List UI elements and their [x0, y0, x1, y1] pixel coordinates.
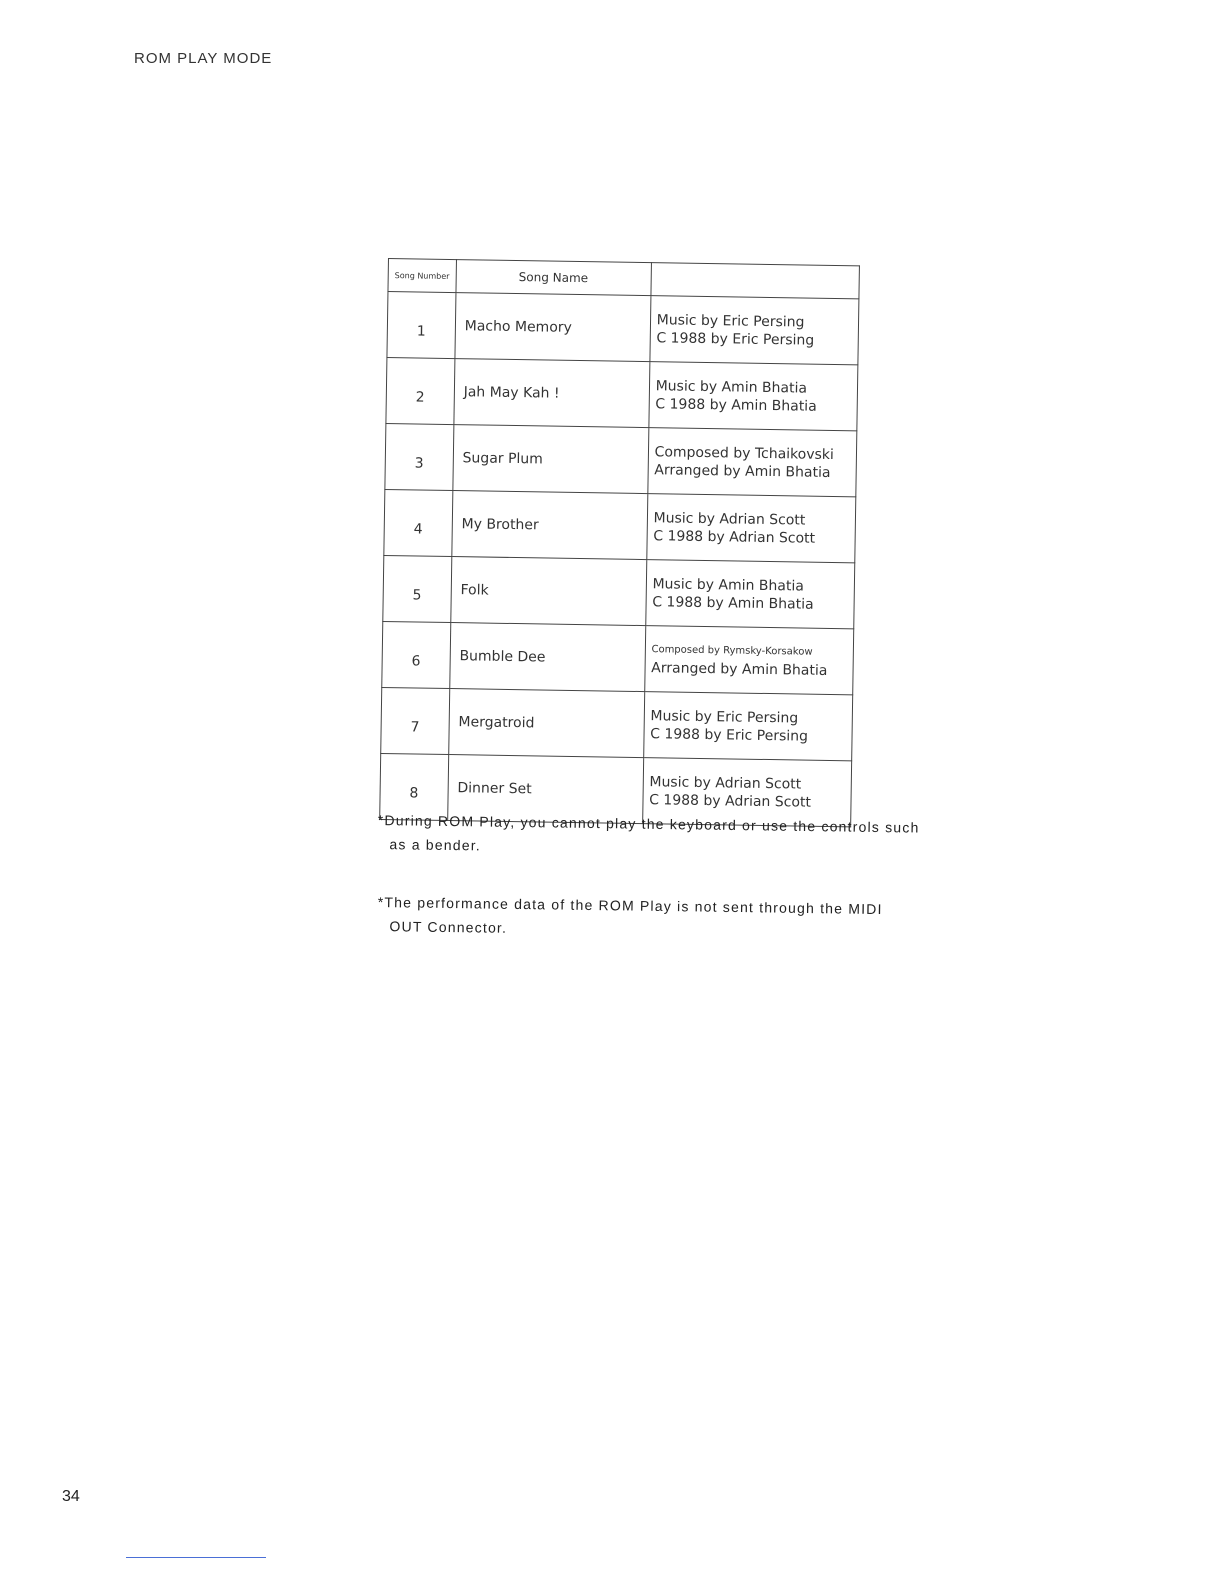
song-credit [643, 692, 852, 761]
song-number: 7 [381, 687, 450, 754]
credit-line-1: Music by Amin Bhatia [655, 377, 808, 397]
song-number: 5 [383, 555, 452, 622]
table-row [384, 489, 856, 562]
header-song-number: Song Number [388, 259, 456, 293]
song-number: 6 [382, 621, 451, 688]
credit-line-1: Music by Amin Bhatia [652, 575, 805, 595]
credit-line-2: C 1988 by Adrian Scott [653, 527, 816, 547]
song-name: My Brother [452, 491, 648, 560]
song-credit [646, 494, 855, 563]
song-number: 2 [386, 357, 455, 424]
song-name: Macho Memory [455, 293, 651, 362]
page-number: 34 [62, 1488, 80, 1505]
table-row [387, 292, 859, 365]
credit-line-2: C 1988 by Amin Bhatia [655, 395, 817, 415]
song-table-container [379, 258, 860, 827]
table-row [381, 687, 853, 760]
page-header: ROM PLAY MODE [134, 50, 273, 67]
note-line-1: *During ROM Play, you cannot play the keyboard or use the controls such [377, 811, 920, 836]
song-table [379, 258, 860, 827]
note-rom-play-controls [377, 808, 988, 865]
credit-line-2: Arranged by Amin Bhatia [654, 461, 831, 481]
note-midi-out [377, 890, 988, 947]
song-credit [645, 560, 854, 629]
song-name: Sugar Plum [453, 425, 649, 494]
credit-line-1: Composed by Rymsky-Korsakow [651, 643, 813, 658]
credit-line-2: C 1988 by Eric Persing [656, 329, 815, 349]
credit-line-2: C 1988 by Eric Persing [650, 725, 809, 745]
table-row [386, 357, 858, 430]
credit-line-1: Music by Eric Persing [656, 311, 805, 331]
table-row [382, 621, 854, 694]
header-song-name: Song Name [456, 260, 651, 296]
note-line-1: *The performance data of the ROM Play is not sent through the MIDI [377, 893, 883, 918]
credit-line-1: Music by Adrian Scott [649, 773, 802, 793]
song-name: Mergatroid [448, 689, 644, 758]
credit-line-2: C 1988 by Adrian Scott [649, 791, 812, 811]
note-line-2: as a bender. [389, 836, 482, 854]
footer-rule [126, 1557, 266, 1558]
song-credit [650, 296, 859, 365]
song-name: Bumble Dee [449, 623, 645, 692]
table-row [385, 423, 857, 496]
credit-line-1: Composed by Tchaikovski [654, 443, 834, 463]
header-credit [651, 263, 860, 299]
song-number: 4 [384, 489, 453, 556]
song-number: 3 [385, 423, 454, 490]
table-row [383, 555, 855, 628]
song-name: Jah May Kah ! [454, 359, 650, 428]
credit-line-1: Music by Eric Persing [650, 707, 799, 726]
song-number: 1 [387, 292, 456, 359]
credit-line-1: Music by Adrian Scott [653, 509, 806, 529]
song-credit [647, 428, 856, 497]
song-credit [644, 626, 853, 695]
credit-line-2: Arranged by Amin Bhatia [651, 659, 828, 679]
notes-section [378, 808, 988, 972]
song-name: Folk [451, 557, 647, 626]
song-number: 8 [380, 753, 449, 820]
note-line-2: OUT Connector. [389, 918, 508, 936]
song-name: Dinner Set [447, 755, 643, 824]
credit-line-2: C 1988 by Amin Bhatia [652, 593, 814, 613]
song-credit [648, 362, 857, 431]
